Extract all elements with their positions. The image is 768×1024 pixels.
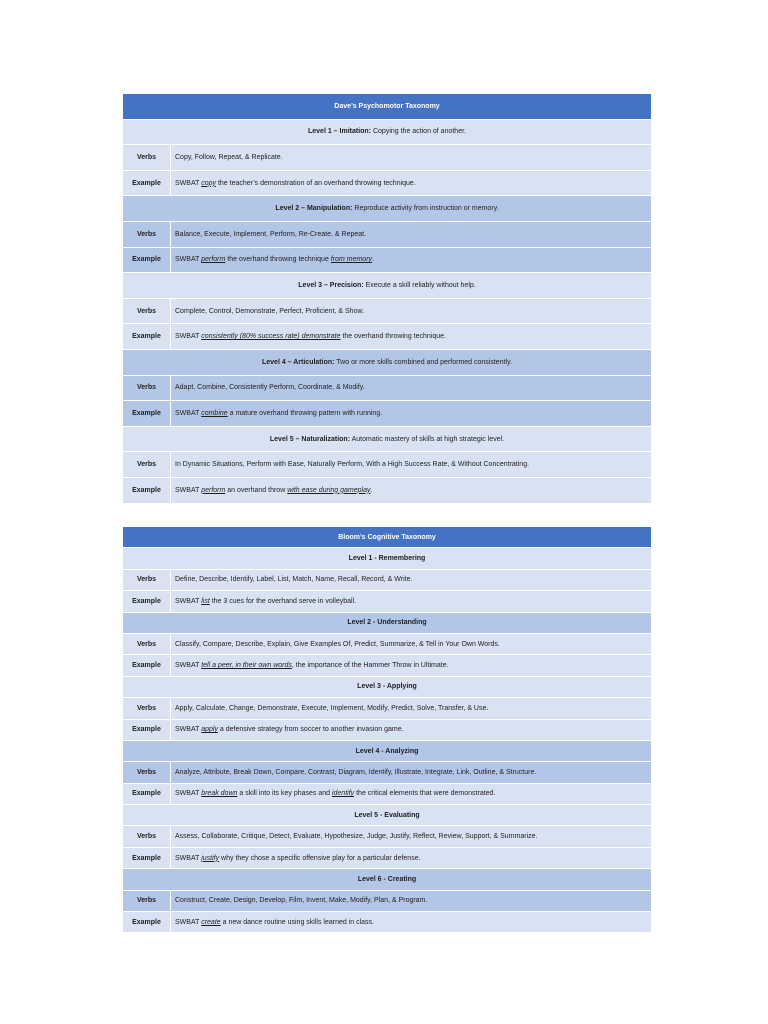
- verbs-label: Verbs: [123, 762, 171, 783]
- verbs-text: Construct, Create, Design, Develop, Film, Invent, Make, Modify, Plan, & Program.: [171, 890, 652, 911]
- example-emphasis: justify: [201, 854, 220, 862]
- level-cell: [123, 676, 652, 697]
- example-continuation: a defensive strategy from soccer to another invasion game.: [217, 726, 404, 734]
- example-emphasis: copy: [201, 179, 216, 187]
- level-cell: [123, 119, 652, 145]
- example-label: Example: [123, 719, 171, 740]
- example-prefix: SWBAT: [175, 486, 202, 494]
- example-continuation: , the importance of the Hammer Throw in Ultimate.: [291, 662, 449, 670]
- level-cell: [123, 869, 652, 890]
- level-row: [123, 805, 652, 826]
- example-emphasis: perform: [201, 256, 226, 264]
- example-text: [171, 783, 652, 804]
- example-ending: the critical elements that were demonstrated.: [354, 790, 496, 798]
- example-emphasis: list: [201, 597, 210, 605]
- example-row: [123, 783, 652, 804]
- example-row: [123, 912, 652, 933]
- example-row: [123, 247, 652, 273]
- verbs-row: [123, 375, 652, 401]
- example-prefix: SWBAT: [175, 256, 202, 264]
- level-heading: Level 2 – Manipulation:: [275, 205, 353, 213]
- verbs-row: [123, 633, 652, 654]
- example-text: [171, 324, 652, 350]
- example-ending: .: [372, 256, 374, 264]
- level-cell: [123, 349, 652, 375]
- verbs-label: Verbs: [123, 698, 171, 719]
- example-text: [171, 401, 652, 427]
- verbs-row: [123, 221, 652, 247]
- level-row: [123, 548, 652, 569]
- level-row: [123, 426, 652, 452]
- level-heading: Level 4 - Analyzing: [355, 747, 419, 755]
- level-cell: [123, 805, 652, 826]
- example-label: Example: [123, 591, 171, 612]
- example-continuation: the overhand throwing technique: [225, 256, 331, 264]
- example-emphasis: combine: [201, 409, 228, 417]
- level-row: [123, 740, 652, 761]
- verbs-text: Define, Describe, Identify, Label, List, Match, Name, Recall, Record, & Write.: [171, 569, 652, 590]
- table-title: Dave’s Psychomotor Taxonomy: [123, 94, 652, 120]
- example-emphasis: perform: [201, 486, 226, 494]
- level-row: [123, 196, 652, 222]
- example-emphasis: consistently (80% success rate) demonstrate: [201, 333, 341, 341]
- level-cell: [123, 426, 652, 452]
- example-prefix: SWBAT: [175, 790, 202, 798]
- example-continuation: an overhand throw: [225, 486, 288, 494]
- verbs-text: Classify, Compare, Describe, Explain, Give Examples Of, Predict, Summarize, & Tell in Your Own Words.: [171, 633, 652, 654]
- example-label: Example: [123, 170, 171, 196]
- verbs-row: [123, 826, 652, 847]
- example-text: [171, 719, 652, 740]
- example-prefix: SWBAT: [175, 854, 202, 862]
- level-heading: Level 5 – Naturalization:: [269, 435, 351, 443]
- example-label: Example: [123, 477, 171, 503]
- example-emphasis-2: with ease during gameplay: [287, 486, 371, 494]
- example-label: Example: [123, 401, 171, 427]
- table-header-row: [123, 527, 652, 548]
- verbs-text: Analyze, Attribute, Break Down, Compare, Contrast, Diagram, Identify, Illustrate, Integrate, Link, Outline, & Structure.: [171, 762, 652, 783]
- verbs-text: Balance, Execute, Implement, Perform, Re-Create, & Repeat.: [171, 221, 652, 247]
- example-label: Example: [123, 783, 171, 804]
- verbs-row: [123, 762, 652, 783]
- example-row: [123, 847, 652, 868]
- table-header-row: [123, 94, 652, 120]
- example-text: [171, 170, 652, 196]
- example-prefix: SWBAT: [175, 409, 202, 417]
- level-row: [123, 119, 652, 145]
- verbs-label: Verbs: [123, 145, 171, 171]
- verbs-text: Apply, Calculate, Change, Demonstrate, Execute, Implement, Modify, Predict, Solve, Transfer, & Use.: [171, 698, 652, 719]
- level-heading: Level 1 - Remembering: [348, 555, 426, 563]
- example-row: [123, 477, 652, 503]
- verbs-text: Adapt, Combine, Consistently Perform, Coordinate, & Modify.: [171, 375, 652, 401]
- verbs-label: Verbs: [123, 826, 171, 847]
- example-row: [123, 401, 652, 427]
- example-prefix: SWBAT: [175, 179, 202, 187]
- level-heading: Level 3 – Precision:: [298, 281, 364, 289]
- example-ending: .: [370, 486, 373, 494]
- example-row: [123, 170, 652, 196]
- verbs-label: Verbs: [123, 375, 171, 401]
- example-prefix: SWBAT: [175, 333, 202, 341]
- verbs-label: Verbs: [123, 633, 171, 654]
- example-continuation: the teacher’s demonstration of an overhand throwing technique.: [216, 179, 416, 187]
- verbs-label: Verbs: [123, 221, 171, 247]
- example-emphasis: create: [201, 918, 221, 926]
- table-title: Bloom’s Cognitive Taxonomy: [123, 527, 652, 548]
- example-label: Example: [123, 247, 171, 273]
- level-cell: [123, 612, 652, 633]
- example-row: [123, 655, 652, 676]
- verbs-label: Verbs: [123, 890, 171, 911]
- example-emphasis: tell a peer, in their own words: [201, 662, 292, 670]
- level-description: Reproduce activity from instruction or memory.: [352, 205, 499, 213]
- example-prefix: SWBAT: [175, 918, 202, 926]
- verbs-text: Complete, Control, Demonstrate, Perfect, Proficient, & Show.: [171, 298, 652, 324]
- example-label: Example: [123, 655, 171, 676]
- verbs-row: [123, 452, 652, 478]
- example-row: [123, 591, 652, 612]
- level-description: Execute a skill reliably without help.: [363, 281, 476, 289]
- level-row: [123, 612, 652, 633]
- example-prefix: SWBAT: [175, 662, 202, 670]
- level-heading: Level 5 - Evaluating: [354, 811, 420, 819]
- level-row: [123, 869, 652, 890]
- level-cell: [123, 548, 652, 569]
- level-heading: Level 2 - Understanding: [347, 619, 427, 627]
- level-row: [123, 676, 652, 697]
- example-text: [171, 655, 652, 676]
- example-emphasis-2: from memory: [330, 256, 373, 264]
- level-cell: [123, 740, 652, 761]
- level-cell: [123, 273, 652, 299]
- verbs-row: [123, 145, 652, 171]
- dave-psychomotor-table: [122, 93, 652, 504]
- verbs-row: [123, 569, 652, 590]
- example-continuation: why they chose a specific offensive play for a particular defense.: [219, 854, 421, 862]
- example-label: Example: [123, 324, 171, 350]
- example-text: [171, 847, 652, 868]
- example-continuation: a skill into its key phases and: [237, 790, 332, 798]
- example-row: [123, 324, 652, 350]
- example-prefix: SWBAT: [175, 726, 202, 734]
- level-heading: Level 3 - Applying: [357, 683, 417, 691]
- level-row: [123, 273, 652, 299]
- example-text: [171, 591, 652, 612]
- verbs-row: [123, 890, 652, 911]
- level-heading: Level 4 – Articulation:: [261, 358, 335, 366]
- level-description: Copying the action of another.: [371, 128, 466, 136]
- verbs-label: Verbs: [123, 298, 171, 324]
- verbs-label: Verbs: [123, 452, 171, 478]
- level-row: [123, 349, 652, 375]
- example-emphasis: break down: [201, 790, 238, 798]
- example-emphasis-2: identify: [331, 790, 355, 798]
- example-text: [171, 912, 652, 933]
- example-text: [171, 247, 652, 273]
- level-description: Automatic mastery of skills at high strategic level.: [350, 435, 505, 443]
- verbs-text: Copy, Follow, Repeat, & Replicate.: [171, 145, 652, 171]
- level-cell: [123, 196, 652, 222]
- example-continuation: the overhand throwing technique.: [340, 333, 446, 341]
- verbs-label: Verbs: [123, 569, 171, 590]
- verbs-row: [123, 698, 652, 719]
- example-row: [123, 719, 652, 740]
- example-continuation: a new dance routine using skills learned in class.: [220, 918, 374, 926]
- example-text: [171, 477, 652, 503]
- example-continuation: the 3 cues for the overhand serve in volleyball.: [209, 597, 357, 605]
- example-emphasis: apply: [201, 726, 218, 734]
- example-prefix: SWBAT: [175, 597, 202, 605]
- example-label: Example: [123, 847, 171, 868]
- example-continuation: a mature overhand throwing pattern with running.: [227, 409, 383, 417]
- level-heading: Level 6 - Creating: [357, 875, 417, 883]
- bloom-cognitive-table: [122, 526, 652, 933]
- example-label: Example: [123, 912, 171, 933]
- level-heading: Level 1 – Imitation:: [308, 128, 372, 136]
- verbs-text: Assess, Collaborate, Critique, Detect, Evaluate, Hypothesize, Judge, Justify, Reflect, Review, Support, & Summarize.: [171, 826, 652, 847]
- level-description: Two or more skills combined and performed consistently.: [334, 358, 513, 366]
- verbs-text: In Dynamic Situations, Perform with Ease, Naturally Perform, With a High Success Rate, & Without Concentrating.: [171, 452, 652, 478]
- verbs-row: [123, 298, 652, 324]
